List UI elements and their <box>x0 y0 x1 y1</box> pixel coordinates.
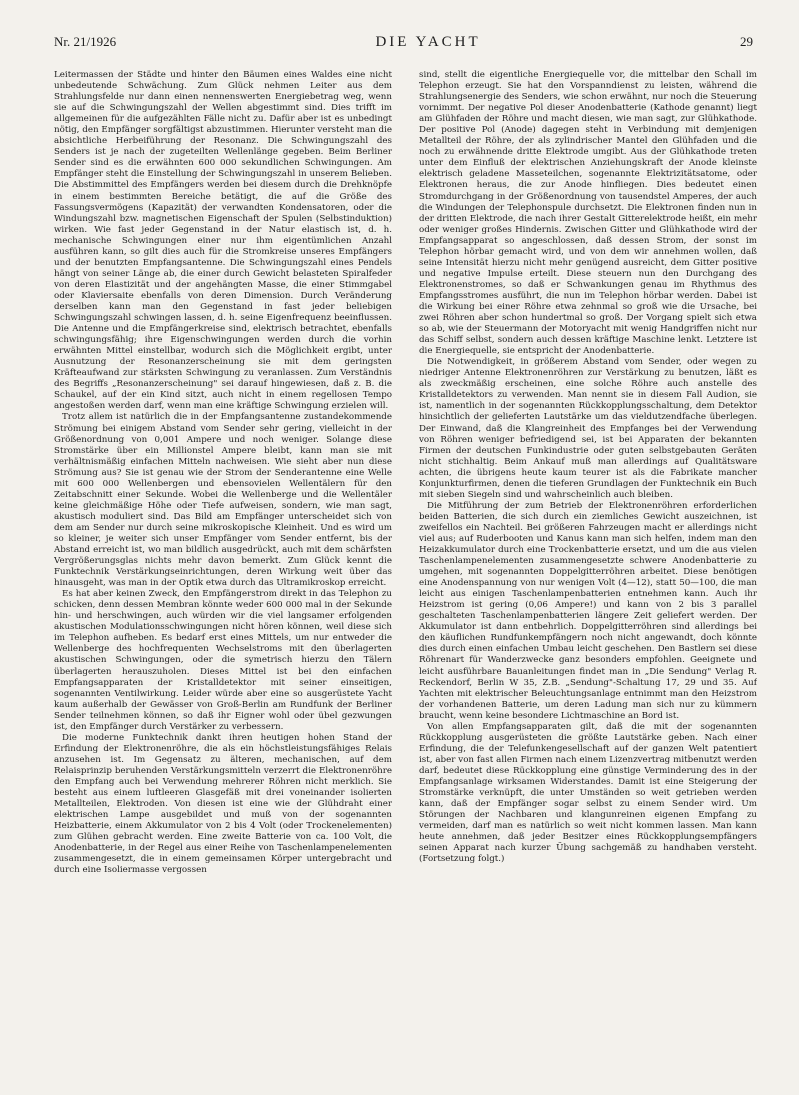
paragraph: Die Notwendigkeit, in größerem Abstand vom Sender, oder wegen zu niedriger Antenne Elektronenröhren zur Verstärkung zu benutzen, läßt es als zweckmäßig erscheinen, eine solche Röhre auch anstelle des Kristalldetektors zu verwenden. Man nennt sie in diesem Fall Audion, sie ist, namentlich in der sogenannten Rückkopplungsschaltung, dem Detektor hinsichtlich der gelieferten Lautstärke um das vieldutzendfache überlegen. Der Einwand, daß die Klangreinheit des Empfanges bei der Verwendung von Röhren weniger befriedigend sei, ist bei Apparaten der bekannten Firmen der deutschen Funkindustrie oder guten selbstgebauten Geräten nicht stichhaltig. Beim Ankauf muß man allerdings auf Qualitätsware achten, die übrigens heute kaum teurer ist als die Fabrikate mancher Konjunkturfirmen, denen die tieferen Grundlagen der Funktechnik ein Buch mit sieben Siegeln sind und wahrscheinlich auch bleiben. <box>419 357 757 500</box>
paragraph: Die moderne Funktechnik dankt ihren heutigen hohen Stand der Erfindung der Elektronenröhre, die als ein höchstleistungsfähiges Relais anzusehen ist. Im Gegensatz zu älteren, mechanischen, auf dem Relaisprinzip beruhenden Verstärkungsmitteln verzerrt die Elektronenröhre den Empfang auch bei Verwendung mehrerer Röhren nicht merklich. Sie besteht aus einem luftleeren Glasgefäß mit drei voneinander isolierten Metallteilen, Elektroden. Von diesen ist eine wie der Glühdraht einer elektrischen Lampe ausgebildet und muß von der sogenannten Heizbatterie, einem Akkumulator von 2 bis 4 Volt (oder Trockenelementen) zum Glühen gebracht werden. Eine zweite Batterie von ca. 100 Volt, die Anodenbatterie, in der Regel aus einer Reihe von Taschenlampenelementen zusammengesetzt, die in einem gemeinsamen Körper untergebracht und durch eine Isoliermasse vergossen <box>54 732 392 876</box>
paragraph: Es hat aber keinen Zweck, den Empfängerstrom direkt in das Telephon zu schicken, denn dessen Membran könnte weder 600 000 mal in der Sekunde hin- und herschwingen, auch würden wir die viel langsamer erfolgenden akustischen Modulationsschwingungen nicht hören können, weil diese sich im Telephon aufheben. Es bedarf erst eines Mittels, um nur entweder die Wellenberge des hochfrequenten Wechselstroms mit den überlagerten akustischen Schwingungen, oder die symetrisch hierzu den Tälern überlagerten herauszuholen. Dieses Mittel ist bei den einfachen Empfangsapparaten der Kristalldetektor mit seiner einseitigen, sogenannten Ventilwirkung. Leider würde aber eine so ausgerüstete Yacht kaum außerhalb der Gewässer von Groß-Berlin am Rundfunk der Berliner Sender teilnehmen können, so daß ihr Eigner wohl oder übel gezwungen ist, den Empfänger durch Verstärker zu verbessern. <box>54 589 392 732</box>
issue-number: Nr. 21/1926 <box>54 34 117 49</box>
paragraph: Trotz allem ist natürlich die in der Empfangsantenne zustandekommende Strömung bei einigem Abstand vom Sender sehr gering, vielleicht in der Größenordnung von 0,001 Ampere und noch weniger. Solange diese Stromstärke über ein Millionstel Ampere bleibt, kann man sie mit verhältnismäßig einfachen Mitteln nachweisen. Wie sieht aber nun diese Strömung aus? Sie ist genau wie der Strom der Senderantenne eine Welle mit 600 000 Wellenbergen und ebensovielen Wellentälern für den Zeitabschnitt einer Sekunde. Wobei die Wellenberge und die Wellentäler keine gleichmäßige Höhe oder Tiefe aufweisen, sondern, wie man sagt, akustisch moduliert sind. Das Bild am Empfänger unterscheidet sich von dem am Sender nur durch seine mikroskopische Kleinheit. Und es wird um so kleiner, je weiter sich unser Empfänger vom Sender entfernt, bis der Abstand erreicht ist, wo man bildlich ausgedrückt, auch mit dem schärfsten Vergrößerungsglas nichts mehr davon bemerkt. Zum Glück kennt die Funktechnik Verstärkungseinrichtungen, deren Wirkung weit über das hinausgeht, was man in der Optik etwa durch das Ultramikroskop erreicht. <box>54 412 392 589</box>
paragraph: sind, stellt die eigentliche Energiequelle vor, die mittelbar den Schall im Telephon erzeugt. Sie hat den Vorspanndienst zu leisten, während die Strahlungsenergie des Senders, wie schon erwähnt, nur noch die Steuerung vornimmt. Der negative Pol dieser Anodenbatterie (Kathode genannt) liegt am Glühfaden der Röhre und macht diesen, wie man sagt, zur Glühkathode. Der positive Pol (Anode) dagegen steht in Verbindung mit demjenigen Metallteil der Röhre, der als zylindrischer Mantel den Glühfaden und die noch zu erwähnende dritte Elektrode umgibt. Aus der Glühkathode treten unter dem Einfluß der elektrischen Anziehungskraft der Anode kleinste elektrisch geladene Masseteilchen, sogenannte Elektrizitätsatome, oder Elektronen heraus, die zur Anode hinfliegen. Dies bedeutet einen Stromdurchgang in der Größenordnung von tausendstel Amperes, der auch die Windungen der Telephonspule durchsetzt. Die Elektronen finden nun in der dritten Elektrode, die nach ihrer Gestalt Gitterelektrode heißt, ein mehr oder weniger großes Hindernis. Zwischen Gitter und Glühkathode wird der Empfangsapparat so angeschlossen, daß dessen Strom, der sonst im Telephon hörbar gemacht wird, und von dem wir annehmen wollen, daß seine Intensität hierzu nicht mehr genügend ausreicht, dem Gitter positive und negative Impulse erteilt. Diese steuern nun den Durchgang des Elektronenstromes, so daß er Schwankungen genau im Rhythmus des Empfangsstromes ausführt, die nun im Telephon hörbar werden. Dabei ist die Wirkung bei einer Röhre etwa zehnmal so groß wie die Ursache, bei zwei Röhren aber schon hundertmal so groß. Der Vorgang spielt sich etwa so ab, wie der Steuermann der Motoryacht mit wenig Handgriffen nicht nur das Schiff selbst, sondern auch dessen kräftige Maschine lenkt. Letztere ist die Energiequelle, sie entspricht der Anodenbatterie. <box>419 70 757 357</box>
left-column <box>54 70 392 1080</box>
paragraph: Von allen Empfangsapparaten gilt, daß die mit der sogenannten Rückkopplung ausgerüsteten die größte Lautstärke geben. Nach einer Erfindung, die der Telefunkengesellschaft auf der ganzen Welt patentiert ist, aber von fast allen Firmen nach einem Lizenzvertrag mitbenutzt werden darf, bedeutet diese Rückkopplung eine günstige Verminderung des in der Empfangsanlage wirksamen Widerstandes. Damit ist eine Steigerung der Stromstärke verknüpft, die unter Umständen so weit getrieben werden kann, daß der Empfänger sogar selbst zu einem Sender wird. Um Störungen der Nachbaren und klangunreinen eigenen Empfang zu vermeiden, darf man es natürlich so weit nicht kommen lassen. Man kann heute annehmen, daß jeder Besitzer eines Rückkopplungsempfängers seinen Apparat nach kurzer Übung sachgemäß zu handhaben versteht. (Fortsetzung folgt.) <box>419 721 757 865</box>
page-number: 29 <box>740 34 753 49</box>
right-column <box>419 70 757 1080</box>
paragraph: Leitermassen der Städte und hinter den Bäumen eines Waldes eine nicht unbedeutende Schwächung. Zum Glück nehmen Leiter aus dem Strahlungsfelde nur dann einen nennenswerten Energiebetrag weg, wenn sie auf die Schwingungszahl der Wellen abgestimmt sind. Dies trifft im allgemeinen für die aufgezählten Fälle nicht zu. Dafür aber ist es unbedingt nötig, den Empfänger sorgfältigst abzustimmen. Hierunter versteht man die absichtliche Herbeiführung der Resonanz. Die Schwingungszahl des Senders ist je nach der zugeteilten Wellenlänge gegeben. Beim Berliner Sender sind es die erwähnten 600 000 sekundlichen Schwingungen. Am Empfänger steht die Einstellung der Schwingungszahl in unserem Belieben. Die Abstimmittel des Empfängers werden bei diesem durch die Drehknöpfe in einem bestimmten Bereiche betätigt, die auf die Größe des Fassungsvermögens (Kapazität) der verwandten Kondensatoren, oder die Windungszahl bzw. magnetischen Eigenschaft der Spulen (Selbstinduktion) wirken. Wie fast jeder Gegenstand in der Natur elastisch ist, d. h. mechanische Schwingungen einer nur ihm eigentümlichen Anzahl ausführen kann, so gilt dies auch für die Stromkreise unseres Empfängers und der benutzten Empfangsantenne. Die Schwingungszahl eines Pendels hängt von seiner Länge ab, die einer durch Gewicht belasteten Spiralfeder von deren Elastizität und der angehängten Masse, die einer Stimmgabel oder Klaviersaite ebenfalls von deren Dimension. Durch Veränderung derselben kann man den Gegenstand in fast jeder beliebigen Schwingungszahl schwingen lassen, d. h. seine Eigenfrequenz beeinflussen. Die Antenne und die Empfängerkreise sind, elektrisch betrachtet, ebenfalls schwingungsfähig; ihre Eigenschwingungen werden durch die vorhin erwähnten Mittel einstellbar, wodurch sich die Möglichkeit ergibt, unter Ausnutzung der Resonanzerscheinung sie mit dem geringsten Kräfteaufwand zur stärksten Schwingung zu veranlassen. Zum Verständnis des Begriffs „Resonanzerscheinung" sei darauf hingewiesen, daß z. B. die Schaukel, auf der ein Kind sitzt, auch nicht in einem regellosen Tempo angestoßen werden darf, wenn man eine kräftige Schwingung erzielen will. <box>54 70 392 412</box>
magazine-title: DIE YACHT <box>375 34 481 50</box>
article-body <box>54 70 757 1080</box>
paragraph: Die Mitführung der zum Betrieb der Elektronenröhren erforderlichen beiden Batterien, die sich durch ein ziemliches Gewicht auszeichnen, ist zweifellos ein Nachteil. Bei größeren Fahrzeugen macht er allerdings nicht viel aus; auf Ruderbooten und Kanus kann man sich helfen, indem man den Heizakkumulator durch eine Trockenbatterie ersetzt, und um die aus vielen Taschenlampenelementen zusammengesetzte schwere Anodenbatterie zu umgehen, mit sogenannten Doppelgitterröhren arbeitet. Diese benötigen eine Anodenspannung von nur wenigen Volt (4—12), statt 50—100, die man leicht aus einigen Taschenlampenbatterien entnehmen kann. Auch ihr Heizstrom ist gering (0,06 Ampere!) und kann von 2 bis 3 parallel geschalteten Taschenlampenbatterien längere Zeit geliefert werden. Der Akkumulator ist dann entbehrlich. Doppelgitterröhren sind allerdings bei den käuflichen Rundfunkempfängern noch nicht angewandt, doch könnte dies durch einen einfachen Umbau leicht geschehen. Den Bastlern sei diese Röhrenart für Wanderzwecke ganz besonders empfohlen. Geeignete und leicht ausführbare Bauanleitungen findet man in „Die Sendung" Verlag R. Reckendorf, Berlin W 35, Z.B. „Sendung"-Schaltung 17, 29 und 35. Auf Yachten mit elektrischer Beleuchtungsanlage entnimmt man den Heizstrom der vorhandenen Batterie, um deren Ladung man sich nur zu kümmern braucht, wenn keine besondere Lichtmaschine an Bord ist. <box>419 500 757 721</box>
page-header <box>54 34 753 51</box>
